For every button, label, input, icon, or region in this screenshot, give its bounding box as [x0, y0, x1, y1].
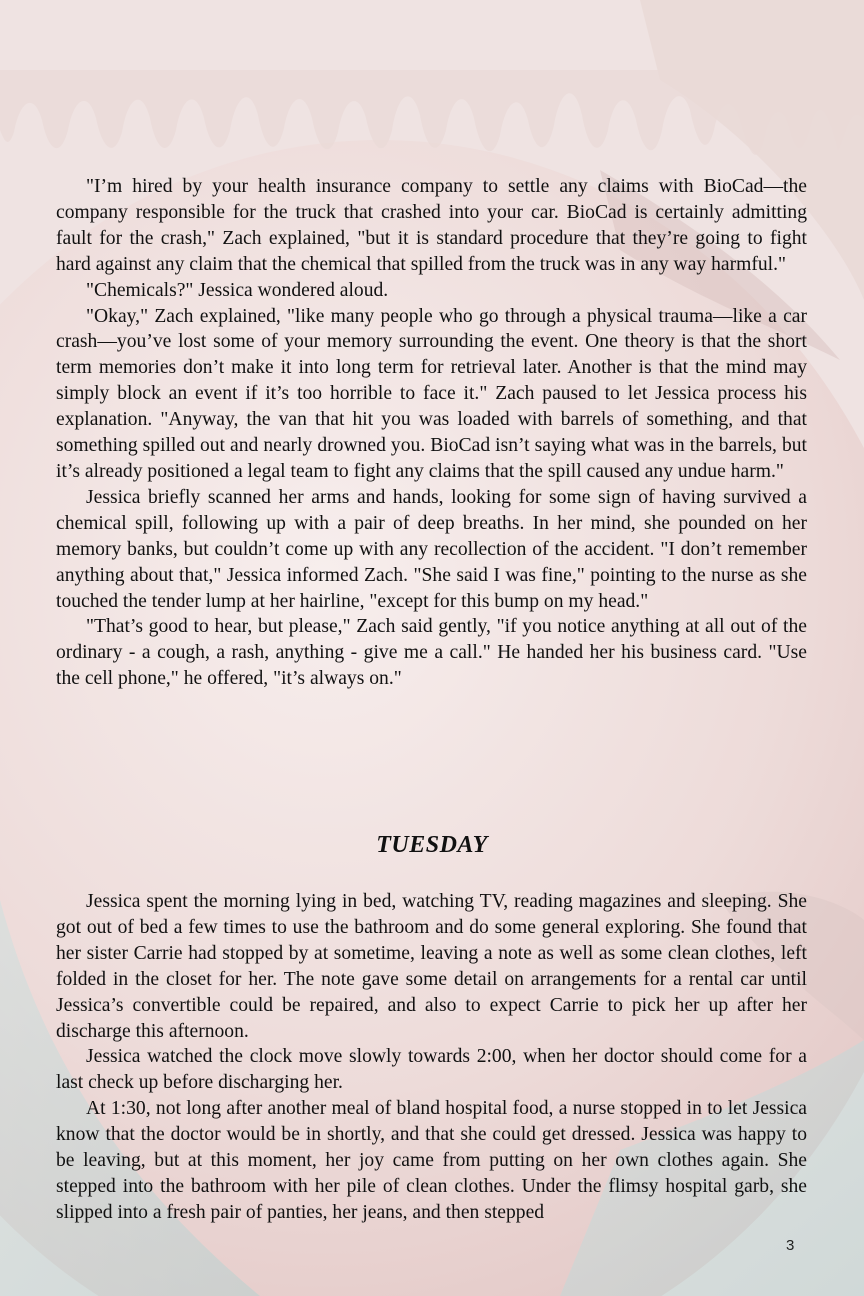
story-section-2: [56, 889, 807, 1226]
chapter-heading: TUESDAY: [376, 832, 488, 858]
paragraph: Jessica watched the clock move slowly towards 2:00, when her doctor should come for a last check up before discharging her.: [56, 1046, 807, 1094]
page-number: 3: [786, 1237, 795, 1254]
paragraph: "That’s good to hear, but please," Zach said gently, "if you notice anything at all out of the ordinary - a cough, a rash, anything - give me a call." He handed her his business card. "Use the cell phone," he offered, "it’s always on.": [56, 616, 807, 690]
paragraph: "I’m hired by your health insurance company to settle any claims with BioCad—the company responsible for the truck that crashed into your car. BioCad is certainly admitting fault for the crash," Zach explained, "but it is standard procedure that they’re going to fight hard against any claim that the chemical that spilled from the truck was in any way harmful.": [56, 176, 807, 275]
paragraph: "Chemicals?" Jessica wondered aloud.: [86, 279, 389, 301]
paragraph: At 1:30, not long after another meal of bland hospital food, a nurse stopped in to let Jessica know that the doctor would be in shortly, and that she could get dressed. Jessica was happy to be leaving, but at this moment, her joy came from putting on her own clothes again. She stepped into the bathroom with her pile of clean clothes. Under the flimsy hospital garb, she slipped into a fresh pair of panties, her jeans, and then stepped: [56, 1098, 807, 1223]
paragraph: Jessica spent the morning lying in bed, watching TV, reading magazines and sleeping. She got out of bed a few times to use the bathroom and do some general exploring. She found that her sister Carrie had stopped by at sometime, leaving a note as well as some clean clothes, left folded in the closet for her. The note gave some detail on arrangements for a rental car until Jessica’s convertible could be repaired, and also to expect Carrie to pick her up after her discharge this afternoon.: [56, 891, 807, 1042]
story-section-1: [56, 174, 807, 692]
paragraph: Jessica briefly scanned her arms and hands, looking for some sign of having survived a chemical spill, following up with a pair of deep breaths. In her mind, she pounded on her memory banks, but couldn’t come up with any recollection of the accident. "I don’t remember anything about that," Jessica informed Zach. "She said I was fine," pointing to the nurse as she touched the tender lump at her hairline, "except for this bump on my head.": [56, 486, 807, 612]
paragraph: "Okay," Zach explained, "like many people who go through a physical trauma—like a car crash—you’ve lost some of your memory surrounding the event. One theory is that the short term memories don’t make it into long term for retrieval later. Another is that the mind may simply block an event if it’s too horrible to face it." Zach paused to let Jessica process his explanation. "Anyway, the van that hit you was loaded with barrels of something, and that something spilled out and nearly drowned you. BioCad isn’t saying what was in the barrels, but it’s already positioned a legal team to fight any claims that the spill caused any undue harm.": [56, 305, 807, 482]
